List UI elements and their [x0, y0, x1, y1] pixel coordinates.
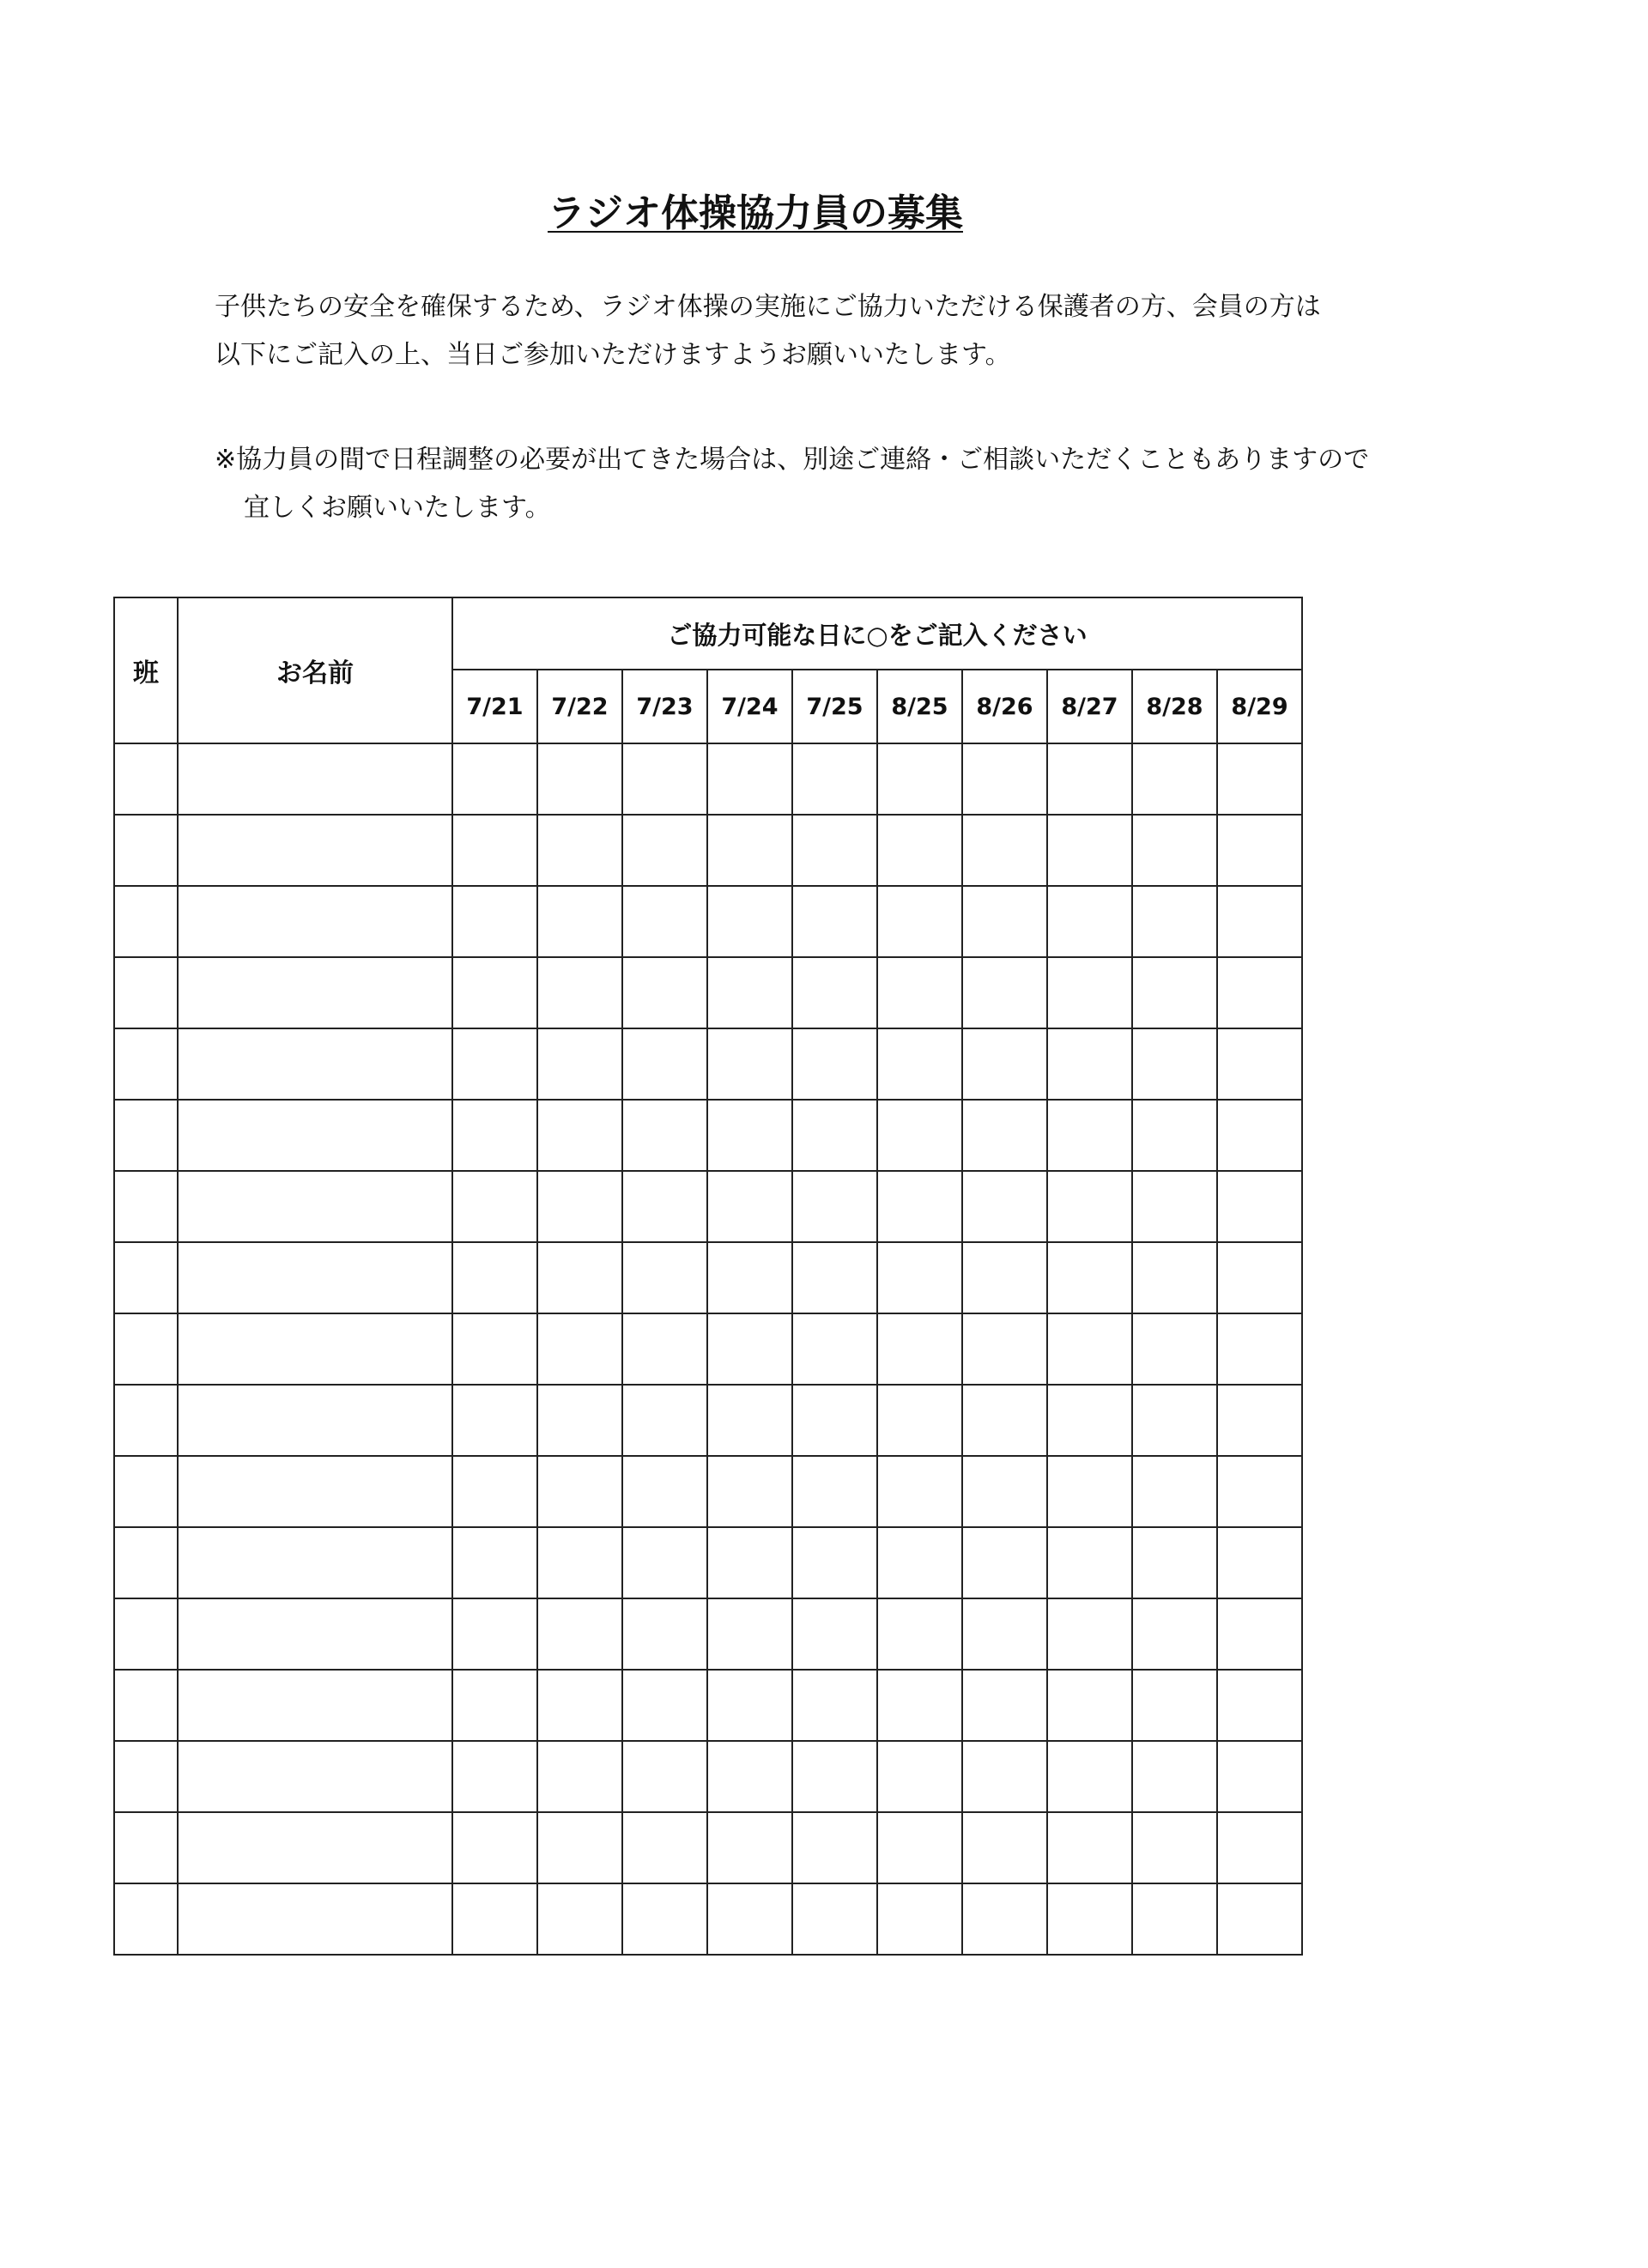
availability-cell[interactable] — [622, 1100, 707, 1171]
name-cell[interactable] — [178, 815, 452, 886]
availability-cell[interactable] — [452, 1028, 537, 1100]
note-line-1: ※協力員の間で日程調整の必要が出てきた場合は、別途ご連絡・ご相談いただくこともありますので — [215, 445, 1370, 475]
availability-cell[interactable] — [1132, 1385, 1217, 1456]
availability-cell[interactable] — [792, 1670, 877, 1741]
availability-cell[interactable] — [792, 1313, 877, 1385]
availability-cell[interactable] — [452, 1883, 537, 1955]
availability-cell[interactable] — [707, 1812, 792, 1883]
table-row — [114, 1100, 1302, 1171]
availability-cell[interactable] — [452, 1385, 537, 1456]
availability-cell[interactable] — [452, 743, 537, 815]
availability-cell[interactable] — [877, 1313, 962, 1385]
table-row — [114, 1242, 1302, 1313]
availability-cell[interactable] — [792, 886, 877, 957]
table-row — [114, 1741, 1302, 1812]
availability-cell[interactable] — [537, 1028, 622, 1100]
availability-cell[interactable] — [537, 1100, 622, 1171]
availability-cell[interactable] — [707, 1741, 792, 1812]
availability-cell[interactable] — [707, 815, 792, 886]
availability-cell[interactable] — [622, 815, 707, 886]
availability-cell[interactable] — [1047, 1598, 1132, 1670]
group-cell[interactable] — [114, 1242, 178, 1313]
note-paragraph — [215, 436, 1459, 532]
availability-cell[interactable] — [877, 1883, 962, 1955]
availability-cell[interactable] — [1047, 1527, 1132, 1598]
table-row — [114, 1313, 1302, 1385]
availability-cell[interactable] — [1217, 1385, 1302, 1456]
group-cell[interactable] — [114, 1527, 178, 1598]
availability-cell[interactable] — [622, 1313, 707, 1385]
availability-cell[interactable] — [622, 1883, 707, 1955]
availability-cell[interactable] — [707, 1242, 792, 1313]
availability-cell[interactable] — [877, 886, 962, 957]
availability-cell[interactable] — [792, 1598, 877, 1670]
group-cell[interactable] — [114, 1171, 178, 1242]
page-title — [0, 182, 1511, 237]
availability-cell[interactable] — [622, 1385, 707, 1456]
page-title-text: ラジオ体操協力員の募集 — [548, 191, 963, 235]
availability-cell[interactable] — [1047, 1028, 1132, 1100]
availability-cell[interactable] — [707, 743, 792, 815]
availability-cell[interactable] — [537, 1741, 622, 1812]
availability-cell[interactable] — [962, 1598, 1047, 1670]
availability-cell[interactable] — [1217, 957, 1302, 1028]
table-row — [114, 957, 1302, 1028]
group-cell[interactable] — [114, 1812, 178, 1883]
availability-cell[interactable] — [1047, 1100, 1132, 1171]
availability-cell[interactable] — [707, 1456, 792, 1527]
name-cell[interactable] — [178, 886, 452, 957]
availability-cell[interactable] — [1132, 1812, 1217, 1883]
availability-cell[interactable] — [707, 1171, 792, 1242]
availability-cell[interactable] — [1047, 1171, 1132, 1242]
name-cell[interactable] — [178, 1598, 452, 1670]
name-cell[interactable] — [178, 1812, 452, 1883]
availability-cell[interactable] — [962, 1313, 1047, 1385]
table-row — [114, 1883, 1302, 1955]
group-cell[interactable] — [114, 1598, 178, 1670]
availability-cell[interactable] — [1047, 886, 1132, 957]
group-cell[interactable] — [114, 1883, 178, 1955]
date-header: 8/28 — [1132, 670, 1217, 743]
group-cell[interactable] — [114, 815, 178, 886]
availability-cell[interactable] — [537, 815, 622, 886]
date-header: 8/25 — [877, 670, 962, 743]
availability-cell[interactable] — [707, 1100, 792, 1171]
availability-cell[interactable] — [537, 957, 622, 1028]
name-cell[interactable] — [178, 1741, 452, 1812]
availability-cell[interactable] — [452, 957, 537, 1028]
availability-cell[interactable] — [792, 1812, 877, 1883]
availability-cell[interactable] — [1217, 1100, 1302, 1171]
availability-cell[interactable] — [707, 1883, 792, 1955]
availability-cell[interactable] — [792, 1100, 877, 1171]
availability-cell[interactable] — [1217, 1456, 1302, 1527]
group-column-header: 班 — [114, 597, 178, 743]
availability-cell[interactable] — [1047, 1313, 1132, 1385]
name-cell[interactable] — [178, 1028, 452, 1100]
table-row — [114, 1670, 1302, 1741]
group-cell[interactable] — [114, 1741, 178, 1812]
availability-cell[interactable] — [1132, 1313, 1217, 1385]
table-row — [114, 1812, 1302, 1883]
name-cell[interactable] — [178, 1527, 452, 1598]
availability-cell[interactable] — [962, 1883, 1047, 1955]
availability-cell[interactable] — [877, 1456, 962, 1527]
availability-cell[interactable] — [962, 1100, 1047, 1171]
signup-table — [113, 597, 1303, 1956]
name-cell[interactable] — [178, 1670, 452, 1741]
availability-cell[interactable] — [1132, 1598, 1217, 1670]
availability-cell[interactable] — [707, 1028, 792, 1100]
name-cell[interactable] — [178, 1456, 452, 1527]
availability-cell[interactable] — [792, 743, 877, 815]
table-row — [114, 1456, 1302, 1527]
availability-cell[interactable] — [537, 1313, 622, 1385]
availability-cell[interactable] — [962, 743, 1047, 815]
availability-cell[interactable] — [1047, 1456, 1132, 1527]
availability-cell[interactable] — [792, 815, 877, 886]
group-cell[interactable] — [114, 1028, 178, 1100]
availability-cell[interactable] — [452, 886, 537, 957]
availability-cell[interactable] — [452, 1456, 537, 1527]
group-cell[interactable] — [114, 1456, 178, 1527]
table-row — [114, 815, 1302, 886]
availability-cell[interactable] — [622, 1670, 707, 1741]
group-cell[interactable] — [114, 743, 178, 815]
availability-cell[interactable] — [877, 1670, 962, 1741]
availability-cell[interactable] — [962, 1812, 1047, 1883]
availability-cell[interactable] — [1132, 1741, 1217, 1812]
availability-cell[interactable] — [707, 1385, 792, 1456]
date-header: 8/27 — [1047, 670, 1132, 743]
group-cell[interactable] — [114, 1100, 178, 1171]
availability-cell[interactable] — [452, 1598, 537, 1670]
availability-cell[interactable] — [452, 1242, 537, 1313]
signup-table-header — [114, 597, 1302, 743]
availability-cell[interactable] — [962, 1741, 1047, 1812]
availability-cell[interactable] — [877, 1598, 962, 1670]
availability-cell[interactable] — [537, 1527, 622, 1598]
availability-cell[interactable] — [877, 1171, 962, 1242]
availability-cell[interactable] — [962, 1456, 1047, 1527]
availability-cell[interactable] — [962, 1171, 1047, 1242]
availability-cell[interactable] — [1047, 743, 1132, 815]
availability-cell[interactable] — [1132, 957, 1217, 1028]
availability-cell[interactable] — [1132, 1670, 1217, 1741]
availability-cell[interactable] — [1132, 1028, 1217, 1100]
availability-cell[interactable] — [537, 1812, 622, 1883]
availability-cell[interactable] — [1217, 1812, 1302, 1883]
availability-cell[interactable] — [707, 1670, 792, 1741]
table-row — [114, 1385, 1302, 1456]
availability-cell[interactable] — [452, 1313, 537, 1385]
table-row — [114, 1028, 1302, 1100]
availability-cell[interactable] — [622, 743, 707, 815]
group-cell[interactable] — [114, 886, 178, 957]
name-cell[interactable] — [178, 1100, 452, 1171]
availability-cell[interactable] — [1217, 1242, 1302, 1313]
availability-cell[interactable] — [877, 1741, 962, 1812]
intro-paragraph — [215, 283, 1416, 379]
availability-cell[interactable] — [1132, 1100, 1217, 1171]
availability-cell[interactable] — [792, 1385, 877, 1456]
availability-cell[interactable] — [707, 1313, 792, 1385]
availability-cell[interactable] — [962, 815, 1047, 886]
availability-cell[interactable] — [962, 1527, 1047, 1598]
availability-cell[interactable] — [707, 1527, 792, 1598]
group-cell[interactable] — [114, 957, 178, 1028]
availability-cell[interactable] — [452, 1171, 537, 1242]
availability-cell[interactable] — [622, 1598, 707, 1670]
group-cell[interactable] — [114, 1385, 178, 1456]
availability-cell[interactable] — [537, 1171, 622, 1242]
intro-line-1: 子供たちの安全を確保するため、ラジオ体操の実施にご協力いただける保護者の方、会員の方は — [215, 292, 1321, 322]
availability-cell[interactable] — [537, 1456, 622, 1527]
availability-cell[interactable] — [1047, 1741, 1132, 1812]
table-row — [114, 1598, 1302, 1670]
availability-cell[interactable] — [452, 1741, 537, 1812]
availability-cell[interactable] — [622, 1028, 707, 1100]
availability-cell[interactable] — [537, 1883, 622, 1955]
note-line-2: 宜しくお願いいたします。 — [244, 493, 551, 523]
availability-cell[interactable] — [1217, 1598, 1302, 1670]
availability-cell[interactable] — [707, 1598, 792, 1670]
name-cell[interactable] — [178, 1883, 452, 1955]
name-cell[interactable] — [178, 1385, 452, 1456]
date-header: 7/22 — [537, 670, 622, 743]
availability-cell[interactable] — [1047, 1670, 1132, 1741]
name-column-header: お名前 — [178, 597, 452, 743]
availability-cell[interactable] — [792, 1242, 877, 1313]
availability-cell[interactable] — [792, 1456, 877, 1527]
availability-cell[interactable] — [707, 886, 792, 957]
availability-cell[interactable] — [962, 1670, 1047, 1741]
availability-cell[interactable] — [622, 1741, 707, 1812]
name-cell[interactable] — [178, 1171, 452, 1242]
availability-cell[interactable] — [792, 1741, 877, 1812]
signup-table-body — [114, 743, 1302, 1955]
date-header: 7/25 — [792, 670, 877, 743]
availability-cell[interactable] — [1047, 1385, 1132, 1456]
availability-cell[interactable] — [877, 1527, 962, 1598]
availability-cell[interactable] — [622, 1527, 707, 1598]
availability-cell[interactable] — [537, 886, 622, 957]
name-cell[interactable] — [178, 1313, 452, 1385]
availability-cell[interactable] — [1132, 1883, 1217, 1955]
availability-cell[interactable] — [962, 957, 1047, 1028]
availability-cell[interactable] — [622, 1812, 707, 1883]
availability-cell[interactable] — [622, 957, 707, 1028]
availability-cell[interactable] — [962, 1242, 1047, 1313]
availability-cell[interactable] — [962, 1028, 1047, 1100]
availability-cell[interactable] — [962, 1385, 1047, 1456]
availability-cell[interactable] — [537, 1385, 622, 1456]
availability-header: ご協力可能な日に○をご記入ください — [452, 597, 1302, 670]
availability-cell[interactable] — [1047, 815, 1132, 886]
availability-cell[interactable] — [1217, 1670, 1302, 1741]
intro-line-2: 以下にご記入の上、当日ご参加いただけますようお願いいたします。 — [215, 340, 1011, 370]
date-header: 7/23 — [622, 670, 707, 743]
availability-cell[interactable] — [452, 1100, 537, 1171]
availability-cell[interactable] — [877, 1028, 962, 1100]
availability-cell[interactable] — [1132, 815, 1217, 886]
availability-cell[interactable] — [622, 886, 707, 957]
availability-cell[interactable] — [537, 1242, 622, 1313]
availability-cell[interactable] — [1132, 1527, 1217, 1598]
availability-cell[interactable] — [877, 815, 962, 886]
availability-cell[interactable] — [877, 1385, 962, 1456]
date-header: 8/29 — [1217, 670, 1302, 743]
availability-cell[interactable] — [1047, 1242, 1132, 1313]
availability-cell[interactable] — [1047, 1812, 1132, 1883]
availability-cell[interactable] — [537, 743, 622, 815]
date-header: 7/24 — [707, 670, 792, 743]
availability-cell[interactable] — [1217, 1883, 1302, 1955]
availability-cell[interactable] — [1217, 1527, 1302, 1598]
availability-cell[interactable] — [792, 1883, 877, 1955]
availability-cell[interactable] — [1217, 1028, 1302, 1100]
availability-cell[interactable] — [792, 1171, 877, 1242]
availability-cell[interactable] — [622, 1242, 707, 1313]
name-cell[interactable] — [178, 957, 452, 1028]
availability-cell[interactable] — [452, 1527, 537, 1598]
table-row — [114, 1527, 1302, 1598]
availability-cell[interactable] — [622, 1456, 707, 1527]
availability-cell[interactable] — [707, 957, 792, 1028]
table-row — [114, 743, 1302, 815]
availability-cell[interactable] — [962, 886, 1047, 957]
availability-cell[interactable] — [1217, 1741, 1302, 1812]
availability-cell[interactable] — [452, 1670, 537, 1741]
availability-cell[interactable] — [1217, 1313, 1302, 1385]
availability-cell[interactable] — [537, 1670, 622, 1741]
availability-cell[interactable] — [1217, 815, 1302, 886]
availability-cell[interactable] — [877, 1242, 962, 1313]
availability-cell[interactable] — [1047, 1883, 1132, 1955]
date-header: 8/26 — [962, 670, 1047, 743]
availability-cell[interactable] — [1132, 1456, 1217, 1527]
availability-cell[interactable] — [877, 1100, 962, 1171]
name-cell[interactable] — [178, 1242, 452, 1313]
table-row — [114, 886, 1302, 957]
availability-cell[interactable] — [792, 1028, 877, 1100]
table-row — [114, 1171, 1302, 1242]
group-cell[interactable] — [114, 1670, 178, 1741]
availability-cell[interactable] — [622, 1171, 707, 1242]
availability-cell[interactable] — [792, 1527, 877, 1598]
date-header: 7/21 — [452, 670, 537, 743]
availability-cell[interactable] — [1132, 1171, 1217, 1242]
availability-cell[interactable] — [1047, 957, 1132, 1028]
group-cell[interactable] — [114, 1313, 178, 1385]
availability-cell[interactable] — [792, 957, 877, 1028]
availability-cell[interactable] — [877, 957, 962, 1028]
availability-cell[interactable] — [877, 743, 962, 815]
availability-cell[interactable] — [1132, 1242, 1217, 1313]
availability-cell[interactable] — [452, 815, 537, 886]
availability-cell[interactable] — [537, 1598, 622, 1670]
availability-cell[interactable] — [877, 1812, 962, 1883]
availability-cell[interactable] — [1132, 886, 1217, 957]
name-cell[interactable] — [178, 743, 452, 815]
availability-cell[interactable] — [1217, 1171, 1302, 1242]
availability-cell[interactable] — [1132, 743, 1217, 815]
availability-cell[interactable] — [1217, 886, 1302, 957]
availability-cell[interactable] — [452, 1812, 537, 1883]
availability-cell[interactable] — [1217, 743, 1302, 815]
